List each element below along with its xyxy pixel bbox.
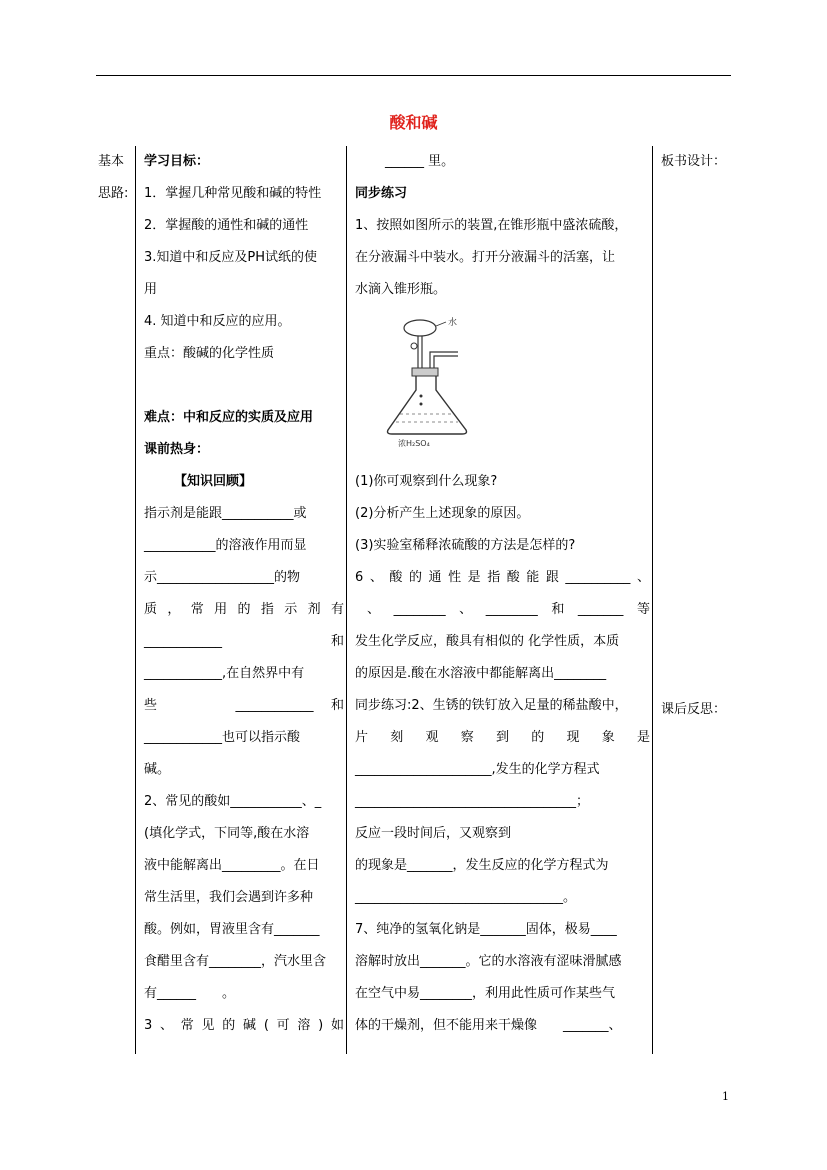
objective-line: 4. 知道中和反应的应用。 (144, 314, 291, 329)
text-line: 7、纯净的氢氧化钠是_______固体，极易____ (355, 922, 617, 937)
text-line: ________________________________。 (355, 890, 577, 905)
text-line: ___________的溶液作用而显 (144, 538, 307, 553)
question-line: (2)分析产生上述现象的原因。 (355, 506, 530, 521)
heading-warmup: 课前热身： (144, 442, 210, 457)
text-line: 6、酸的通性是指酸能跟__________、 (355, 570, 650, 585)
notes-column (661, 146, 731, 178)
label-column (98, 146, 132, 210)
heading-exercise: 同步练习 (355, 186, 408, 201)
text-line: 、________、________和_______等 (367, 602, 650, 617)
text-line: ____________,在自然界中有 (144, 666, 305, 681)
text-line: 质，常用的指示剂有 (144, 602, 344, 617)
column-divider (652, 146, 653, 1054)
reflection-label: 课后反思： (661, 702, 727, 717)
water-label: 水 (448, 318, 458, 328)
question-line: (3)实验室稀释浓硫酸的方法是怎样的? (355, 538, 576, 553)
text-line: 片刻观察到的现象是 (355, 730, 650, 745)
text-line: 常生活里，我们会遇到许多种 (144, 890, 314, 905)
blank-line (144, 370, 344, 402)
text-line: ______ 里。 (385, 154, 455, 169)
text-line: 食醋里含有________，汽水里含 (144, 954, 327, 969)
text-line: 的现象是_______，发生反应的化学方程式为 (355, 858, 609, 873)
text-line: 在空气中易________，利用此性质可作某些气 (355, 986, 616, 1001)
text-line: 些 ____________和 (144, 698, 344, 713)
text-line: 示__________________的物 (144, 570, 301, 585)
text-line: 有______ 。 (144, 986, 236, 1001)
objective-line: 用 (144, 282, 158, 297)
board-design-label: 板书设计： (661, 154, 727, 169)
key-points: 重点：酸碱的化学性质 (144, 346, 275, 361)
objectives-column (144, 146, 344, 1042)
text-line: 反应一段时间后，又观察到 (355, 826, 512, 841)
text-line: 水滴入锥形瓶。 (355, 282, 447, 297)
acid-label: 浓H₂SO₄ (398, 439, 430, 448)
text-line: 在分液漏斗中装水。打开分液漏斗的活塞，让 (355, 250, 616, 265)
text-line: 1、按照如图所示的装置,在锥形瓶中盛浓硫酸， (355, 218, 628, 233)
objective-line: 1．掌握几种常见酸和碱的特性 (144, 186, 322, 201)
column-divider (346, 146, 347, 1054)
text-line: 酸。例如，胃液里含有_______ (144, 922, 320, 937)
objective-line: 3.知道中和反应及PH试纸的使 (144, 250, 318, 265)
text-line: ____________和 (144, 634, 344, 649)
text-line: 发生化学反应，酸具有相似的 化学性质，本质 (355, 634, 620, 649)
label-basic: 基本 (98, 154, 125, 169)
question-line: (1)你可观察到什么现象? (355, 474, 498, 489)
heading-review: 【知识回顾】 (174, 474, 253, 489)
flask-apparatus-figure (378, 312, 478, 448)
difficult-points: 难点：中和反应的实质及应用 (144, 410, 314, 425)
text-line: ____________也可以指示酸 (144, 730, 301, 745)
reflection-area (661, 694, 731, 726)
text-line: 3、常见的碱(可溶)如 (144, 1018, 344, 1033)
text-line: 指示剂是能跟___________或 (144, 506, 307, 521)
text-line: 碱。 (144, 762, 171, 777)
heading-objectives: 学习目标： (144, 154, 210, 169)
text-line: 的原因是.酸在水溶液中都能解离出________ (355, 666, 607, 681)
text-line: (填化学式，下同等,酸在水溶 (144, 826, 310, 841)
text-line: 体的干燥剂，但不能用来干燥像 _______、 (355, 1018, 622, 1033)
column-divider (135, 146, 136, 1054)
page-title: 酸和碱 (389, 113, 438, 132)
text-line: 溶解时放出_______。它的水溶液有涩味滑腻感 (355, 954, 622, 969)
text-line: 同步练习:2、生锈的铁钉放入足量的稀盐酸中， (355, 698, 628, 713)
text-line: __________________________________； (355, 794, 590, 809)
header-rule (96, 75, 731, 76)
text-line: 液中能解离出_________。在日 (144, 858, 320, 873)
objective-line: 2．掌握酸的通性和碱的通性 (144, 218, 309, 233)
exercise-column (355, 146, 650, 1042)
text-line: 2、常见的酸如___________、_ (144, 794, 322, 809)
text-line: _____________________,发生的化学方程式 (355, 762, 600, 777)
page-number: 1 (722, 1090, 729, 1103)
label-approach: 思路: (98, 186, 129, 201)
